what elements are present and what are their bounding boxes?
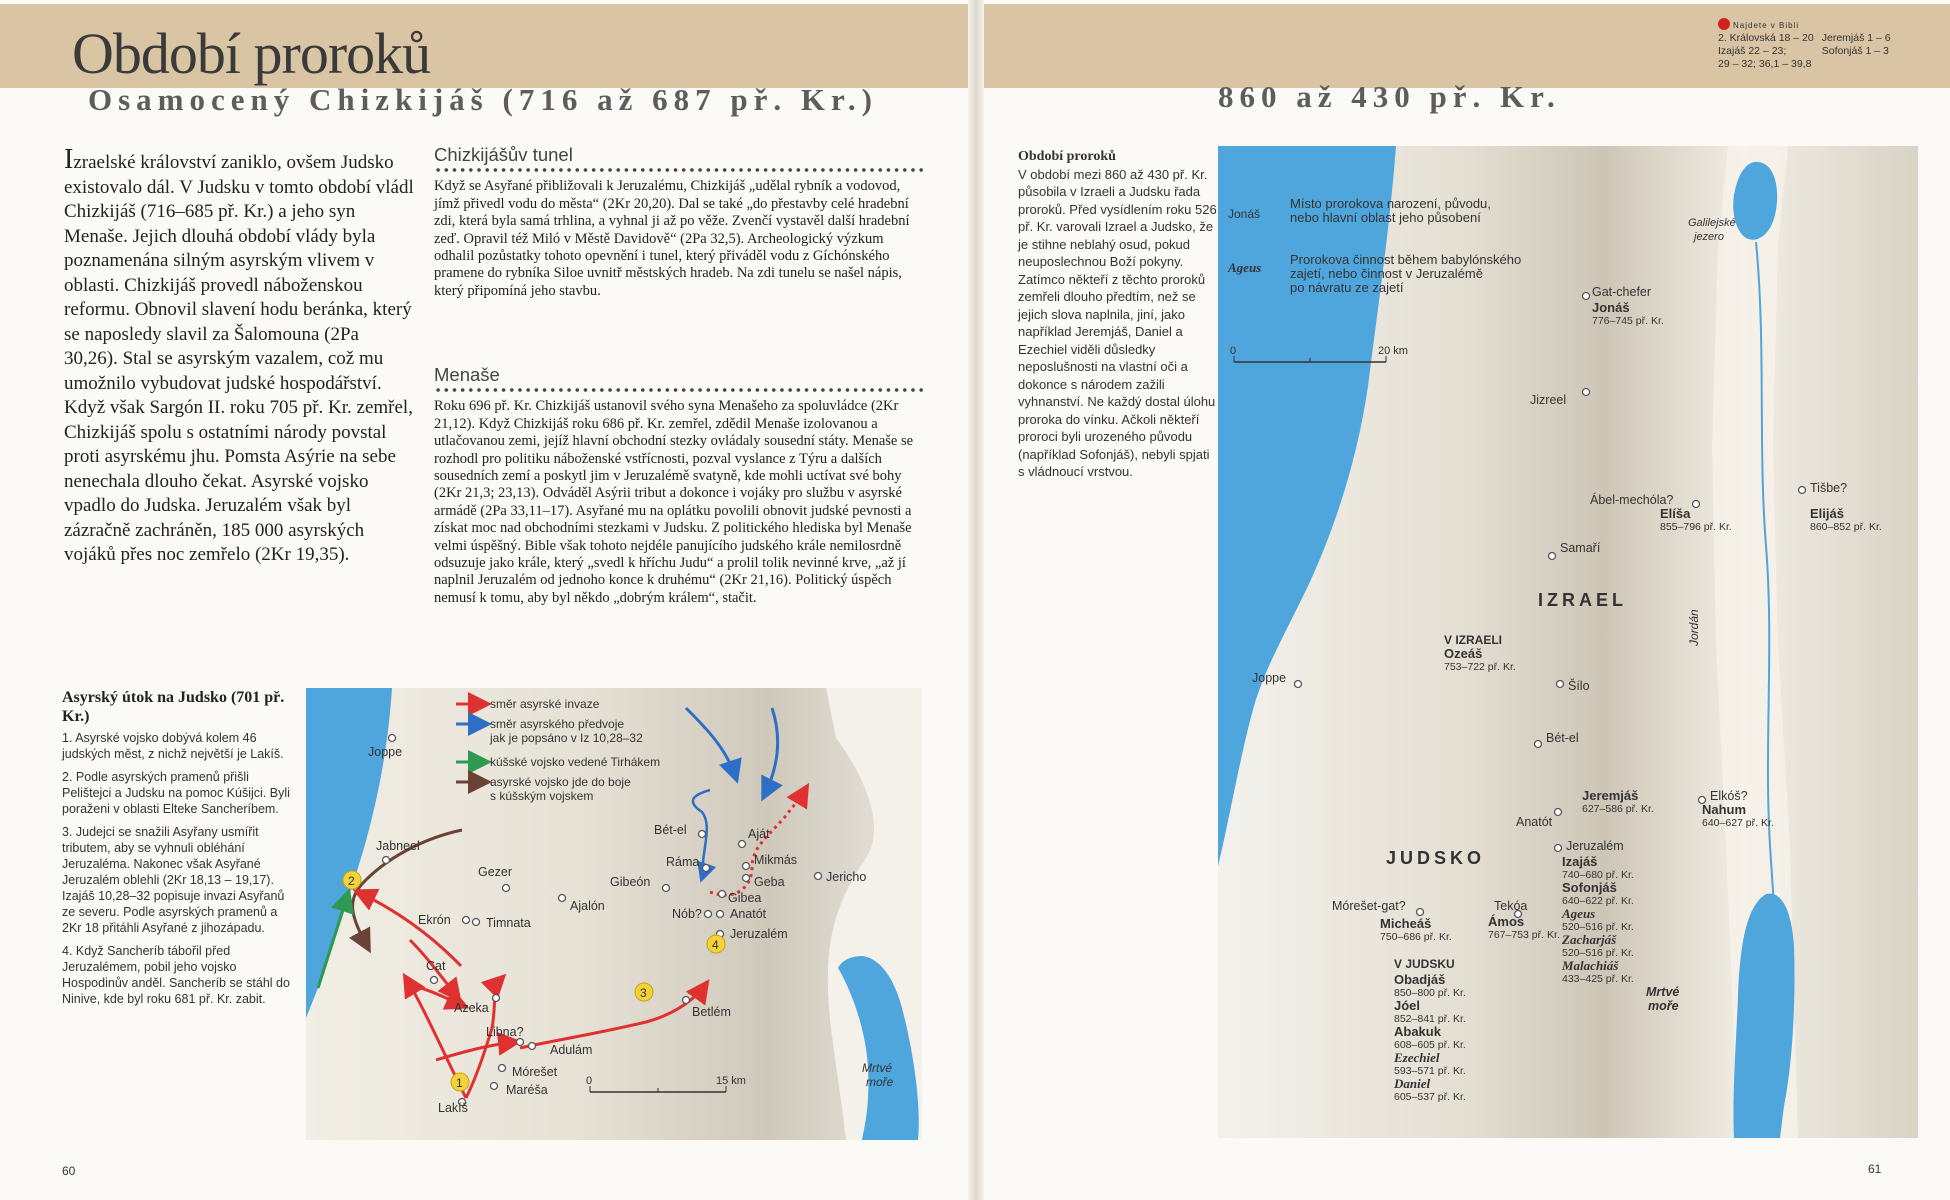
prophet-years: 776–745 př. Kr. [1592,315,1664,327]
svg-text:Nób?: Nób? [672,907,702,921]
step-marker-2 [343,871,361,889]
prophet-name: Izajáš [1562,854,1598,869]
svg-text:Betlém: Betlém [692,1005,731,1019]
page-gutter [968,0,984,1200]
svg-text:Azeka: Azeka [454,1001,489,1015]
prophet-name: Micheáš [1380,916,1432,931]
prophet-years: 640–627 př. Kr. [1702,817,1774,829]
svg-text:Jeruzalém: Jeruzalém [730,927,788,941]
prophet-years: 850–800 př. Kr. [1394,987,1466,999]
svg-text:Samaří: Samaří [1560,541,1601,555]
attack-sidebar [62,688,292,1014]
tunnel-section [434,146,924,300]
svg-text:Prorokova činnost během babyló: Prorokova činnost během babylónského [1290,252,1522,267]
bible-ref: 29 – 32; 36,1 – 39,8 [1718,58,1812,70]
prophet-name: Jóel [1394,998,1421,1013]
prophet-years: 852–841 př. Kr. [1394,1013,1466,1025]
svg-text:Jabneel: Jabneel [376,839,420,853]
prophet-name: Ezechiel [1394,1050,1440,1065]
tunnel-text: Když se Asyřané přibližovali k Jeruzalému, Chizkijáš „udělal rybník a vodovod, jímž přivedl vodu do města“ (2Kr 20,20). Dal se také „do přestavby celé hradební zdi, která byla samá trhlina, a vyhnal ji až po věže. Zvenčí vystavěl další hradební zeď. Opravil též Miló v Městě Davidově“ (2Pa 32,5). Archeologický výzkum odhalil pozůstatky tohoto opevnění i tunel, který přiváděl vodu z Gíchónského pramene do rybníka Siloe uvnitř městských hradeb. Na zdi tunelu se našel nápis, který připomíná jeho stavbu. [434,178,910,299]
prophet-years: 767–753 př. Kr. [1488,929,1560,941]
legend-label: kúšské vojsko vedené Tirhákem [490,755,661,769]
svg-text:4: 4 [712,938,719,952]
legend-label: směr asyrské invaze [490,697,600,711]
legend-label: směr asyrského předvoje [490,717,625,731]
svg-text:Maréša: Maréša [506,1083,548,1097]
prophets-sidebar [1018,148,1218,481]
svg-text:Šílo: Šílo [1568,679,1590,693]
svg-text:15 km: 15 km [716,1075,746,1087]
svg-text:3: 3 [640,986,647,1000]
attack-map [306,688,922,1140]
prophet-years: 753–722 př. Kr. [1444,661,1516,673]
svg-text:Tekóa: Tekóa [1494,899,1528,913]
svg-text:Mórešet-gat?: Mórešet-gat? [1332,899,1406,913]
svg-text:1: 1 [456,1076,463,1090]
tunnel-title: Chizkijášův tunel [434,144,573,165]
region-label-judah: JUDSKO [1386,848,1486,868]
svg-text:Ábel-mechóla?: Ábel-mechóla? [1590,493,1674,507]
svg-text:Gibea: Gibea [728,891,762,905]
svg-text:Ageus: Ageus [1228,260,1262,275]
legend-label: asyrské vojsko jde do boje [490,775,631,789]
bible-ref: Izajáš 22 – 23; [1718,45,1787,57]
dotted-rule [434,386,924,394]
page-title: Období proroků [72,21,431,86]
bible-ref: Jeremjáš 1 – 6 [1821,32,1891,44]
svg-text:0: 0 [586,1075,593,1087]
attack-step: 3. Judejci se snažili Asyřany usmířit tributem, aby se vyhnuli obléhání Jeruzaléma. Nakonec však Asyřané Jeruzalém oblehli (2Kr 18,13 – 19,17). Izajáš 10,28–32 popisuje invazi Asyřanů ze severu. Podle asyrských pramenů a 2Kr 18 přitáhli Asyřané z jihozápadu. [62,825,285,935]
prophet-name: Elíša [1660,506,1691,521]
prophet-years: 627–586 př. Kr. [1582,803,1654,815]
bible-ref: Sofonjáš 1 – 3 [1821,45,1889,57]
step-marker-3 [635,983,653,1001]
svg-text:Geba: Geba [754,875,785,889]
svg-text:Lakíš: Lakíš [438,1101,468,1115]
prophet-name: Malachiáš [1562,958,1619,973]
attack-step: 2. Podle asyrských pramenů přišli Pelištejci a Judsku na pomoc Kúšijci. Byli poraženi v oblasti Elteke Sancheríbem. [62,770,290,816]
prophet-name: Ageus [1562,906,1596,921]
prophet-years: 740–680 př. Kr. [1562,869,1634,881]
svg-text:Ekrón: Ekrón [418,913,451,927]
prophet-years: 433–425 př. Kr. [1562,973,1634,985]
prophet-years: 750–686 př. Kr. [1380,931,1452,943]
lake-label: Galilejské [1688,217,1736,229]
svg-text:Timnata: Timnata [486,916,531,930]
prophets-sidebar-text: V období mezi 860 až 430 př. Kr. působila v Izraeli a Judsku řada proroků. Před vysídlením roku 526 př. Kr. varovali Izrael a Judsko, že je stihne neblahý osud, pokud neuposlechnou Boží pokyny. Zatímco někteří z těchto proroků zemřeli dlouho předtím, než se jejich slova naplnila, jiní, jako například Jeremjáš, Daniel a Ezechiel viděli důsledky neposlušnosti na vlastní oči a dokonce s národem zažili vyhnanství. Ne každý dostal úlohu proroka do vínku. Ačkoli někteří proroci byli urozeného původu (například Sofonjáš), nebyli spjati s vládnoucí vrstvou. [1018,166,1217,479]
prophets-sidebar-title: Období proroků [1018,149,1116,164]
svg-text:Cat: Cat [426,959,446,973]
svg-text:Joppe: Joppe [1252,671,1287,685]
dead-sea-label: Mrtvé [862,1061,892,1075]
prophet-name: Sofonjáš [1562,880,1617,895]
menase-title: Menaše [434,364,500,385]
svg-text:nebo hlavní oblast jeho působe: nebo hlavní oblast jeho působení [1290,210,1481,225]
attack-step: 1. Asyrské vojsko dobývá kolem 46 judských měst, z nichž největší je Lakíš. [62,731,284,761]
svg-text:Jeruzalém: Jeruzalém [1566,839,1624,853]
dead-sea-label: moře [866,1075,894,1089]
lake-label: jezero [1694,231,1724,243]
svg-text:po návratu ze zajetí: po návratu ze zajetí [1290,280,1404,295]
intro-text: Izraelské království zaniklo, ovšem Judsko existovalo dál. V Judsku v tomto období vládl Chizkijáš (716–685 př. Kr.) a jeho syn Menaše. Jejich dlouhá období vlády byla poznamenána silným asyrským vlivem v oblasti. Chizkijáš provedl náboženskou reformu. Obnovil slavení hodu beránka, který se naposledy slavil za Šalomouna (2Pa 30,26). Stal se asyrským vazalem, což mu umožnilo vybudovat judské hospodářství. Když však Sargón II. roku 705 př. Kr. zemřel, Chizkijáš spolu s ostatními národy povstal proti asyrskému jhu. Pomsta Asýrie na sebe nenechala dlouho čekat. Asyrské vojsko vpadlo do Judska. Jeruzalém však byl zázračně zachráněn, 185 000 asyrských vojáků přes noc zemřelo (2Kr 19,35). [64,144,414,565]
svg-text:Anatót: Anatót [1516,815,1553,829]
svg-text:Libna?: Libna? [486,1025,524,1039]
bible-references [1718,18,1928,71]
prophet-name: Elijáš [1810,506,1844,521]
prophet-name: Ozeáš [1444,646,1483,661]
prophet-name: Nahum [1702,802,1747,817]
prophet-years: 855–796 př. Kr. [1660,521,1732,533]
prophet-years: 520–516 př. Kr. [1562,921,1634,933]
group-label-judah: V JUDSKU [1394,957,1455,971]
svg-text:Gat-chefer: Gat-chefer [1592,285,1652,299]
svg-text:Joppe: Joppe [368,745,403,759]
svg-text:zajetí, nebo činnost v Jeruzal: zajetí, nebo činnost v Jeruzalémě [1290,266,1483,281]
prophet-years: 520–516 př. Kr. [1562,947,1634,959]
svg-text:Anatót: Anatót [730,907,767,921]
svg-text:Bét-el: Bét-el [1546,731,1579,745]
prophet-years: 593–571 př. Kr. [1394,1065,1466,1077]
menase-section [434,366,924,607]
prophet-name: Zacharjáš [1562,932,1617,947]
bullet-icon [1718,18,1730,30]
prophets-map [1218,146,1918,1138]
prophet-years: 640–622 př. Kr. [1562,895,1634,907]
svg-text:Ráma: Ráma [666,855,700,869]
svg-text:0: 0 [1230,345,1237,357]
svg-text:Aját: Aját [748,827,770,841]
svg-text:Adulám: Adulám [550,1043,593,1057]
svg-text:Gibeón: Gibeón [610,875,651,889]
group-label-israel: V IZRAELI [1444,633,1503,647]
prophet-name: Obadjáš [1394,972,1446,987]
prophet-name: Jeremjáš [1582,788,1639,803]
river-label: Jordán [1687,609,1701,646]
place-lak- [438,1099,468,1116]
bible-heading: Najdete v Bibli [1733,21,1800,30]
prophet-name: Jonáš [1592,300,1630,315]
svg-text:Mórešet: Mórešet [512,1065,558,1079]
prophet-name: Ámos [1488,914,1525,929]
svg-text:Ajalón: Ajalón [570,899,605,913]
svg-text:Gezer: Gezer [478,865,513,879]
svg-text:Jericho: Jericho [826,870,867,884]
prophet-years: 605–537 př. Kr. [1394,1091,1466,1103]
dotted-rule [434,166,924,174]
region-label-israel: IZRAEL [1538,590,1627,610]
dead-sea-label: moře [1648,999,1679,1013]
svg-text:Jonáš: Jonáš [1228,207,1261,221]
attack-step: 4. Když Sancheríb tábořil před Jeruzalémem, pobil jeho vojsko Hospodinův anděl. Sancheríb se stáhl do Ninive, kde byl roku 681 př. Kr. zabit. [62,944,290,1006]
svg-text:2: 2 [348,874,355,888]
legend-label: s kúšským vojskem [490,789,594,803]
page-number-left: 60 [62,1164,76,1178]
legend-label: jak je popsáno v Iz 10,28–32 [490,731,643,745]
prophet-name: Daniel [1394,1076,1431,1091]
svg-text:Jizreel: Jizreel [1530,393,1567,407]
svg-text:20 km: 20 km [1378,345,1408,357]
prophet-name: Abakuk [1394,1024,1441,1039]
prophet-years: 608–605 př. Kr. [1394,1039,1466,1051]
bible-ref: 2. Královská 18 – 20 [1718,32,1814,44]
attack-sidebar-title: Asyrský útok na Judsko (701 př. Kr.) [62,689,285,725]
step-marker-4 [707,935,725,953]
svg-text:Místo prorokova narození, půvo: Místo prorokova narození, původu, [1290,196,1491,211]
svg-text:Elkóš?: Elkóš? [1710,789,1748,803]
menase-text: Roku 696 př. Kr. Chizkijáš ustanovil svého syna Menašeho za spoluvládce (2Kr 21,12). Když Chizkijáš roku 686 př. Kr. zemřel, zdědil Menaše izolovanou a utlačovanou zemi, jejíž hlavní obchodní stezky ovládaly sousední státy. Menaše se rozhodl pro politiku náboženské vstřícnosti, pozval vyslance z Týru a dalších sousedních zemí a poskytl jim v Jeruzalémě svatyně, kde mohli uctívat své bohy (2Kr 21,3; 23,13). Odváděl Asýrii tribut a dokonce i vojáky pro službu v asyrské armádě (2Pa 33,11–17). Asyřané mu na oplátku povolili obnovit judské pevnosti a získat moc nad obchodními stezkami v Judsku. Z politického hlediska byl Menaše velmi úspěšný. Bible však tohoto nejdéle panujícího judského krále nemilosrdně odsuzuje jako krále, který „svedl k hříchu Judu“ a prolil tolik nevinné krve, „až jí naplnil Jeruzalém od jednoho konce k druhému“ (2Kr 21,16). Politický úspěch nemusí k tomu, aby byl někdo „dobrým králem“, stačit. [434,398,914,606]
subtitle-left: Osamocený Chizkijáš (716 až 687 př. Kr.) [88,82,878,117]
dead-sea-label: Mrtvé [1646,985,1680,999]
prophet-years: 860–852 př. Kr. [1810,521,1882,533]
page-number-right: 61 [1868,1162,1882,1176]
place-gat-chefer [1583,285,1652,300]
step-marker-1 [451,1073,469,1091]
svg-text:Tišbe?: Tišbe? [1810,481,1848,495]
subtitle-right: 860 až 430 př. Kr. [1218,79,1561,114]
svg-text:Mikmás: Mikmás [754,853,798,867]
svg-text:Bét-el: Bét-el [654,823,687,837]
